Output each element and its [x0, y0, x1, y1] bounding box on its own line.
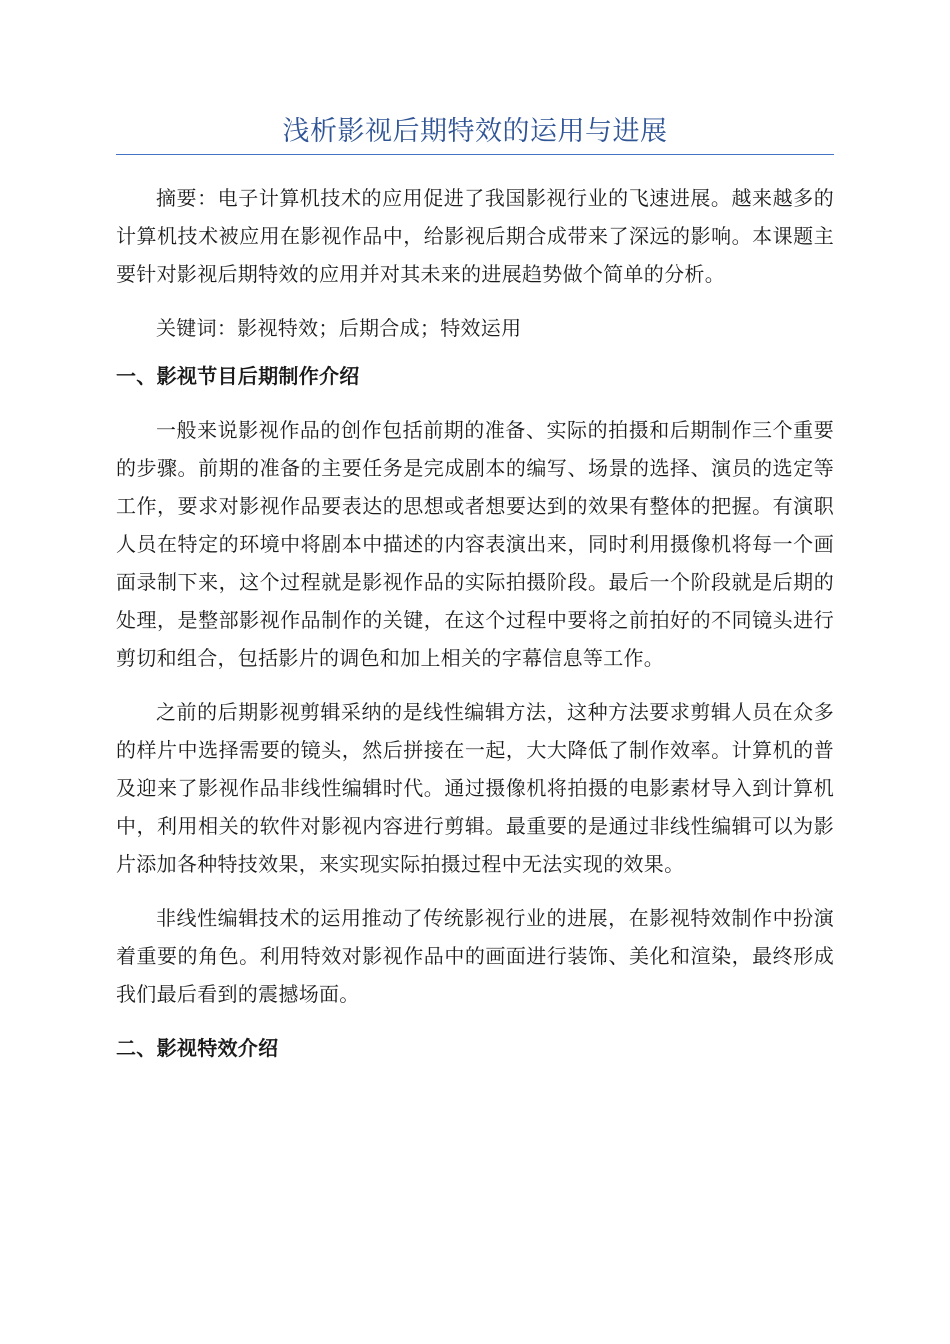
- body-paragraph: 非线性编辑技术的运用推动了传统影视行业的进展，在影视特效制作中扮演着重要的角色。利用特效对影视作品中的画面进行装饰、美化和渲染，最终形成我们最后看到的震撼场面。: [116, 906, 834, 1006]
- body-paragraph: 一般来说影视作品的创作包括前期的准备、实际的拍摄和后期制作三个重要的步骤。前期的准备的主要任务是完成剧本的编写、场景的选择、演员的选定等工作，要求对影视作品要表达的思想或者想要达到的效果有整体的把握。有演职人员在特定的环境中将剧本中描述的内容表演出来，同时利用摄像机将每一个画面录制下来，这个过程就是影视作品的实际拍摄阶段。最后一个阶段就是后期的处理，是整部影视作品制作的关键，在这个过程中要将之前拍好的不同镜头进行剪切和组合，包括影片的调色和加上相关的字幕信息等工作。: [116, 418, 834, 670]
- body-paragraph: 之前的后期影视剪辑采纳的是线性编辑方法，这种方法要求剪辑人员在众多的样片中选择需要的镜头，然后拼接在一起，大大降低了制作效率。计算机的普及迎来了影视作品非线性编辑时代。通过摄像机将拍摄的电影素材导入到计算机中，利用相关的软件对影视内容进行剪辑。最重要的是通过非线性编辑可以为影片添加各种特技效果，来实现实际拍摄过程中无法实现的效果。: [116, 700, 834, 876]
- section-heading-1: 一、影视节目后期制作介绍: [116, 364, 360, 388]
- title-underline: [116, 154, 834, 155]
- document-title: 浅析影视后期特效的运用与进展: [282, 116, 668, 147]
- document-page: [116, 112, 834, 1083]
- section-heading-2: 二、影视特效介绍: [116, 1036, 279, 1060]
- keywords-paragraph: 关键词：影视特效；后期合成；特效运用: [156, 316, 522, 340]
- abstract-paragraph: 摘要：电子计算机技术的应用促进了我国影视行业的飞速进展。越来越多的计算机技术被应用在影视作品中，给影视后期合成带来了深远的影响。本课题主要针对影视后期特效的应用并对其未来的进展趋势做个简单的分析。: [116, 186, 834, 286]
